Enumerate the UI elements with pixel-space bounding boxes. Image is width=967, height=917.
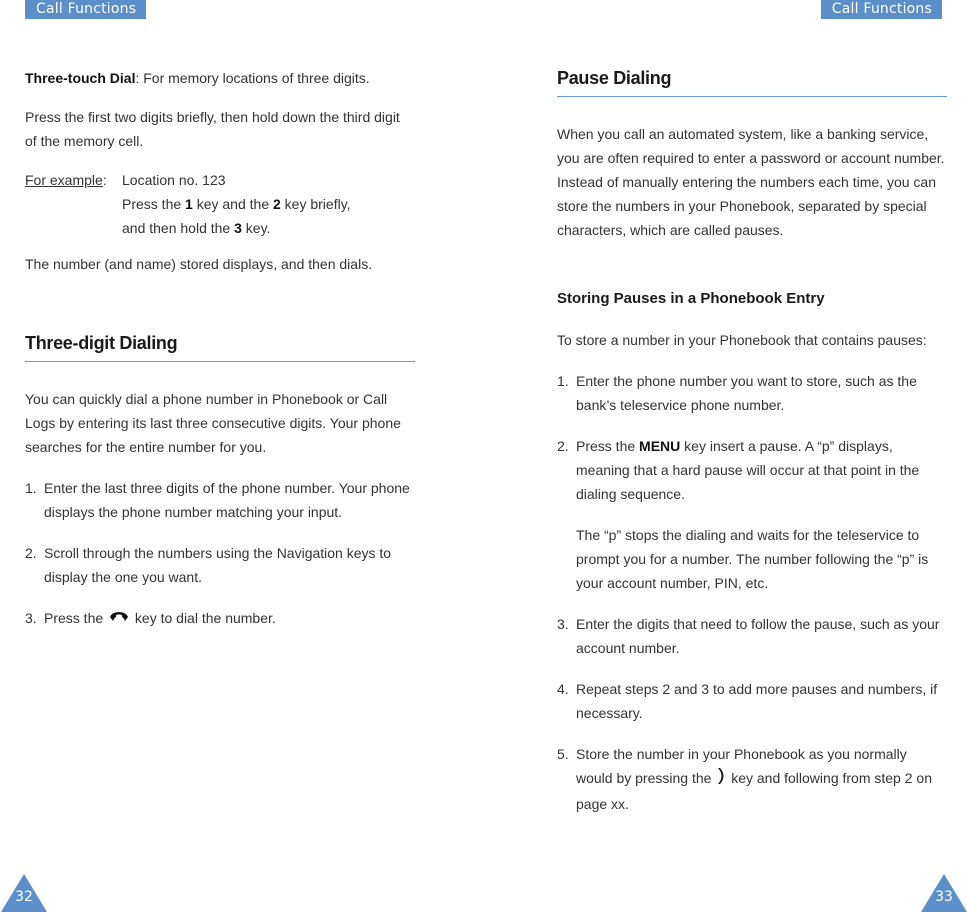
storing-pauses-subheading: Storing Pauses in a Phonebook Entry bbox=[557, 290, 825, 307]
soft-key-icon bbox=[715, 767, 727, 792]
pause-intro: When you call an automated system, like a banking service, you are often required to enter a password or account number. Instead of manually entering the numbers each time, you can store the numbers in your Phonebook, separated by special characters, which are called pauses. bbox=[557, 126, 945, 238]
list-item: 2. Scroll through the numbers using the Navigation keys to display the one you want. bbox=[25, 545, 392, 585]
left-page-content bbox=[25, 66, 415, 631]
pause-heading: Pause Dialing bbox=[557, 66, 947, 97]
list-item: 1. Enter the phone number you want to store, such as the bank’s teleservice phone number. bbox=[557, 373, 917, 413]
example-label: For example: bbox=[25, 172, 107, 188]
list-item: 1. Enter the last three digits of the phone number. Your phone displays the phone number matching your input. bbox=[25, 480, 410, 520]
three-touch-instruction: Press the first two digits briefly, then hold down the third digit of the memory cell. bbox=[25, 109, 400, 149]
key-3: 3 bbox=[234, 220, 242, 236]
three-touch-result: The number (and name) stored displays, and then dials. bbox=[25, 256, 373, 272]
section-tab-left: Call Functions bbox=[25, 0, 146, 19]
key-2: 2 bbox=[273, 196, 281, 212]
menu-key: MENU bbox=[639, 438, 681, 454]
list-item: 3. Enter the digits that need to follow the pause, such as your account number. bbox=[557, 616, 940, 656]
list-item: 3. Press the key to dial the number. bbox=[25, 606, 415, 631]
section-tab-right: Call Functions bbox=[821, 0, 942, 19]
page-number-left: 32 bbox=[0, 872, 48, 912]
example-block bbox=[25, 168, 415, 240]
three-touch-intro: Three-touch Dial: For memory locations of three digits. bbox=[25, 70, 370, 86]
three-digit-intro: You can quickly dial a phone number in Phonebook or Call Logs by entering its last three consecutive digits. Your phone searches for the entire number for you. bbox=[25, 391, 401, 455]
page-number-right: 33 bbox=[920, 872, 967, 912]
example-body: Location no. 123 Press the 1 key and the 2 key briefly, and then hold the 3 key. bbox=[122, 172, 351, 236]
send-key-icon bbox=[107, 607, 131, 631]
list-item: 2. Press the MENU key insert a pause. A “p” displays, meaning that a hard pause will occur at that point in the dialing sequence. bbox=[557, 438, 920, 502]
pause-note: The “p” stops the dialing and waits for the teleservice to prompt you for a number. The number following the “p” is your account number, PIN, etc. bbox=[576, 527, 929, 591]
three-touch-term: Three-touch Dial bbox=[25, 70, 136, 86]
key-1: 1 bbox=[185, 196, 193, 212]
list-item: 5. Store the number in your Phonebook as you normally would by pressing the key and following from step 2 on page xx. bbox=[557, 746, 932, 812]
right-page-content bbox=[557, 66, 947, 816]
list-item: 4. Repeat steps 2 and 3 to add more pauses and numbers, if necessary. bbox=[557, 681, 938, 721]
three-digit-heading: Three-digit Dialing bbox=[25, 331, 415, 362]
storing-intro: To store a number in your Phonebook that contains pauses: bbox=[557, 332, 927, 348]
